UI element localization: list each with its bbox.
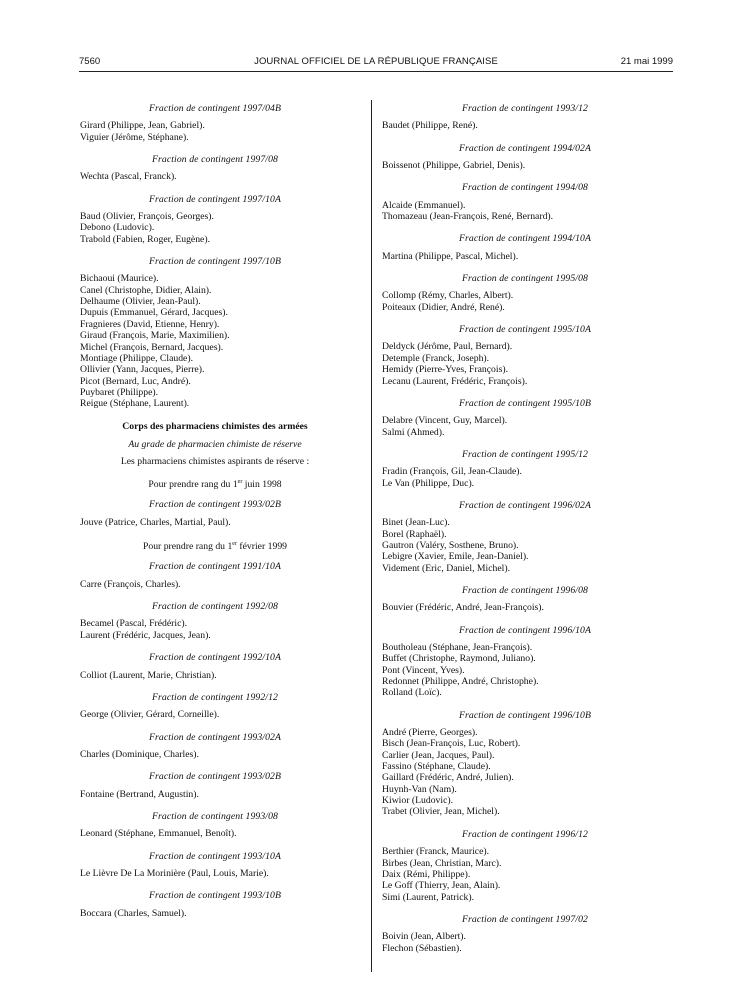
name-entry: Delabre (Vincent, Guy, Marcel). xyxy=(382,415,508,427)
contingent-section xyxy=(382,143,668,172)
fraction-heading: Fraction de contingent 1996/10B xyxy=(459,709,591,721)
fraction-heading: Fraction de contingent 1996/10A xyxy=(459,624,591,636)
name-entry: Picot (Bernard, Luc, André). xyxy=(80,375,191,387)
name-entry: Jouve (Patrice, Charles, Martial, Paul). xyxy=(80,516,231,528)
name-entry: Lebigre (Xavier, Emile, Jean-Daniel). xyxy=(382,551,529,563)
contingent-section xyxy=(80,561,350,590)
name-entry: Leonard (Stéphane, Emmanuel, Benoît). xyxy=(80,828,237,840)
journal-title: JOURNAL OFFICIEL DE LA RÉPUBLIQUE FRANÇAISE xyxy=(254,56,498,67)
rang-date-1 xyxy=(80,477,350,491)
name-entry: Fragnieres (David, Etienne, Henry). xyxy=(80,318,220,330)
contingent-section xyxy=(80,890,350,919)
name-entry: Michel (François, Bernard, Jacques). xyxy=(80,341,224,353)
name-entry: Berthier (Franck, Maurice). xyxy=(382,846,490,858)
name-entry: Salmi (Ahmed). xyxy=(382,426,445,438)
name-entry: Videment (Eric, Daniel, Michel). xyxy=(382,562,510,574)
fraction-heading: Fraction de contingent 1993/08 xyxy=(152,810,278,822)
name-entry: Hemidy (Pierre-Yves, François). xyxy=(382,364,509,376)
rang-date-2 xyxy=(80,539,350,553)
rang-2-sections xyxy=(80,561,350,919)
name-entry: Fradin (François, Gil, Jean-Claude). xyxy=(382,466,522,478)
rang-text: juin 1998 xyxy=(242,478,282,490)
name-entry: Le Goff (Thierry, Jean, Alain). xyxy=(382,880,501,892)
contingent-section xyxy=(382,710,668,818)
fraction-heading: Fraction de contingent 1992/10A xyxy=(149,652,281,664)
name-entry: Redonnet (Philippe, André, Christophe). xyxy=(382,676,539,688)
name-entry: Thomazeau (Jean-François, René, Bernard). xyxy=(382,211,554,223)
contingent-section xyxy=(382,233,668,262)
name-entry: George (Olivier, Gérard, Corneille). xyxy=(80,709,220,721)
fraction-heading: Fraction de contingent 1993/10A xyxy=(149,850,281,862)
fraction-heading: Fraction de contingent 1997/08 xyxy=(152,154,278,166)
name-entry: Reigue (Stéphane, Laurent). xyxy=(80,398,190,410)
contingent-section xyxy=(382,625,668,699)
fraction-heading: Fraction de contingent 1996/02A xyxy=(459,499,591,511)
page-number: 7560 xyxy=(79,56,101,67)
name-entry: Gaillard (Frédéric, André, Julien). xyxy=(382,772,514,784)
contingent-section xyxy=(382,398,668,438)
fraction-heading: Fraction de contingent 1993/02A xyxy=(149,731,281,743)
contingent-section xyxy=(80,692,350,721)
name-entry: Gautron (Valéry, Sosthene, Bruno). xyxy=(382,539,519,551)
name-entry: Viguier (Jérôme, Stéphane). xyxy=(80,131,189,143)
name-entry: Debono (Ludovic). xyxy=(80,222,155,234)
fraction-heading: Fraction de contingent 1995/10B xyxy=(459,397,591,409)
rang-1-sections xyxy=(80,499,350,528)
contingent-section xyxy=(80,732,350,761)
fraction-heading: Fraction de contingent 1996/08 xyxy=(462,584,588,596)
name-entry: Birbes (Jean, Christian, Marc). xyxy=(382,857,502,869)
fraction-heading: Fraction de contingent 1995/12 xyxy=(462,448,588,460)
left-top-sections xyxy=(80,103,350,410)
name-entry: Deldyck (Jérôme, Paul, Bernard). xyxy=(382,341,513,353)
name-entry: Colliot (Laurent, Marie, Christian). xyxy=(80,669,217,681)
name-entry: Girard (Philippe, Jean, Gabriel). xyxy=(80,120,205,132)
name-entry: Boissenot (Philippe, Gabriel, Denis). xyxy=(382,160,526,172)
column-divider xyxy=(371,100,372,972)
name-entry: Canel (Christophe, Didier, Alain). xyxy=(80,284,212,296)
name-entry: Poiteaux (Didier, André, René). xyxy=(382,301,505,313)
name-entry: Trabold (Fabien, Roger, Eugène). xyxy=(80,233,211,245)
name-entry: Charles (Dominique, Charles). xyxy=(80,748,199,760)
name-entry: Fontaine (Bertrand, Augustin). xyxy=(80,788,199,800)
fraction-heading: Fraction de contingent 1992/08 xyxy=(152,601,278,613)
name-entry: Boccara (Charles, Samuel). xyxy=(80,907,187,919)
fraction-heading: Fraction de contingent 1993/02B xyxy=(149,499,281,511)
name-entry: Pont (Vincent, Yves). xyxy=(382,664,465,676)
name-entry: Le Van (Philippe, Duc). xyxy=(382,477,475,489)
fraction-heading: Fraction de contingent 1994/10A xyxy=(459,233,591,245)
fraction-heading: Fraction de contingent 1994/08 xyxy=(462,182,588,194)
aspirants-intro: Les pharmaciens chimistes aspirants de réserve : xyxy=(120,456,310,468)
left-column xyxy=(80,103,350,930)
fraction-heading: Fraction de contingent 1996/12 xyxy=(462,828,588,840)
contingent-section xyxy=(382,182,668,222)
contingent-section xyxy=(382,914,668,954)
contingent-section xyxy=(80,851,350,880)
page-header xyxy=(79,56,673,70)
fraction-heading: Fraction de contingent 1993/10B xyxy=(149,890,281,902)
name-entry: Boutholeau (Stéphane, Jean-François). xyxy=(382,642,533,653)
name-entry: Boivin (Jean, Albert). xyxy=(382,931,466,943)
name-entry: Bisch (Jean-François, Luc, Robert). xyxy=(382,738,521,750)
name-entry: Giraud (François, Marie, Maximilien). xyxy=(80,330,230,342)
fraction-heading: Fraction de contingent 1997/10A xyxy=(149,193,281,205)
contingent-section xyxy=(80,154,350,183)
name-entry: André (Pierre, Georges). xyxy=(382,727,478,739)
fraction-heading: Fraction de contingent 1997/02 xyxy=(462,913,588,925)
contingent-section xyxy=(382,829,668,903)
name-entry: Fassino (Stéphane, Claude). xyxy=(382,761,491,773)
name-entry: Baudet (Philippe, René). xyxy=(382,120,478,132)
fraction-heading: Fraction de contingent 1991/10A xyxy=(149,561,281,573)
name-entry: Flechon (Sébastien). xyxy=(382,942,462,954)
fraction-heading: Fraction de contingent 1997/04B xyxy=(149,103,281,114)
fraction-heading: Fraction de contingent 1994/02A xyxy=(459,142,591,154)
name-entry: Trabet (Olivier, Jean, Michel). xyxy=(382,806,500,818)
name-entry: Alcaide (Emmanuel). xyxy=(382,199,466,211)
grade-subheading: Au grade de pharmacien chimiste de réserve xyxy=(128,438,302,450)
name-entry: Buffet (Christophe, Raymond, Juliano). xyxy=(382,653,536,665)
contingent-section xyxy=(382,324,668,387)
name-entry: Wechta (Pascal, Franck). xyxy=(80,171,177,183)
name-entry: Laurent (Frédéric, Jacques, Jean). xyxy=(80,629,211,641)
name-entry: Bichaoui (Maurice). xyxy=(80,273,159,285)
contingent-section xyxy=(382,273,668,313)
name-entry: Le Lièvre De La Morinière (Paul, Louis, Marie). xyxy=(80,867,269,879)
name-entry: Martina (Philippe, Pascal, Michel). xyxy=(382,250,519,262)
contingent-section xyxy=(80,194,350,245)
name-entry: Dupuis (Emmanuel, Gérard, Jacques). xyxy=(80,307,228,319)
contingent-section xyxy=(80,652,350,681)
name-entry: Borel (Raphaël). xyxy=(382,528,447,540)
name-entry: Simi (Laurent, Patrick). xyxy=(382,891,475,903)
rang-superscript: er xyxy=(232,540,237,547)
right-column xyxy=(382,103,668,965)
contingent-section xyxy=(80,771,350,800)
name-entry: Puybaret (Philippe). xyxy=(80,386,159,398)
name-entry: Detemple (Franck, Joseph). xyxy=(382,352,490,364)
name-entry: Daix (Rémi, Philippe). xyxy=(382,868,471,880)
name-entry: Baud (Olivier, François, Georges). xyxy=(80,211,214,223)
contingent-section xyxy=(80,499,350,528)
right-sections xyxy=(382,103,668,954)
rang-superscript: er xyxy=(237,478,243,485)
fraction-heading: Fraction de contingent 1993/02B xyxy=(149,771,281,783)
issue-date: 21 mai 1999 xyxy=(620,56,673,67)
header-rule xyxy=(79,71,673,72)
name-entry: Carre (François, Charles). xyxy=(80,578,181,590)
contingent-section xyxy=(80,256,350,409)
corps-heading: Corps des pharmaciens chimistes des armées xyxy=(122,420,308,432)
contingent-section xyxy=(80,601,350,641)
contingent-section xyxy=(382,103,668,132)
fraction-heading: Fraction de contingent 1992/12 xyxy=(152,691,278,703)
contingent-section xyxy=(382,449,668,489)
fraction-heading: Fraction de contingent 1995/08 xyxy=(462,273,588,285)
rang-text: février 1999 xyxy=(236,541,288,553)
name-entry: Ollivier (Yann, Jacques, Pierre). xyxy=(80,364,205,376)
name-entry: Becamel (Pascal, Frédéric). xyxy=(80,618,188,630)
rang-text: Pour prendre rang du 1 xyxy=(148,478,238,490)
fraction-heading: Fraction de contingent 1997/10B xyxy=(149,256,281,268)
name-entry: Carlier (Jean, Jacques, Paul). xyxy=(382,749,495,761)
name-entry: Lecanu (Laurent, Frédéric, François). xyxy=(382,375,528,387)
name-entry: Montiage (Philippe, Claude). xyxy=(80,352,194,364)
contingent-section xyxy=(382,500,668,574)
name-entry: Huynh-Van (Nam). xyxy=(382,783,457,795)
fraction-heading: Fraction de contingent 1995/10A xyxy=(459,324,591,336)
contingent-section xyxy=(382,585,668,614)
contingent-section xyxy=(80,811,350,840)
name-entry: Binet (Jean-Luc). xyxy=(382,517,450,529)
name-entry: Rolland (Loïc). xyxy=(382,687,442,699)
contingent-section xyxy=(80,103,350,143)
name-entry: Bouvier (Frédéric, André, Jean-François). xyxy=(382,602,544,614)
name-entry: Delhaume (Olivier, Jean-Paul). xyxy=(80,296,201,308)
name-entry: Kiwior (Ludovic). xyxy=(382,795,454,807)
name-entry: Collomp (Rémy, Charles, Albert). xyxy=(382,290,514,302)
rang-text: Pour prendre rang du 1 xyxy=(142,541,233,553)
fraction-heading: Fraction de contingent 1993/12 xyxy=(462,103,588,114)
